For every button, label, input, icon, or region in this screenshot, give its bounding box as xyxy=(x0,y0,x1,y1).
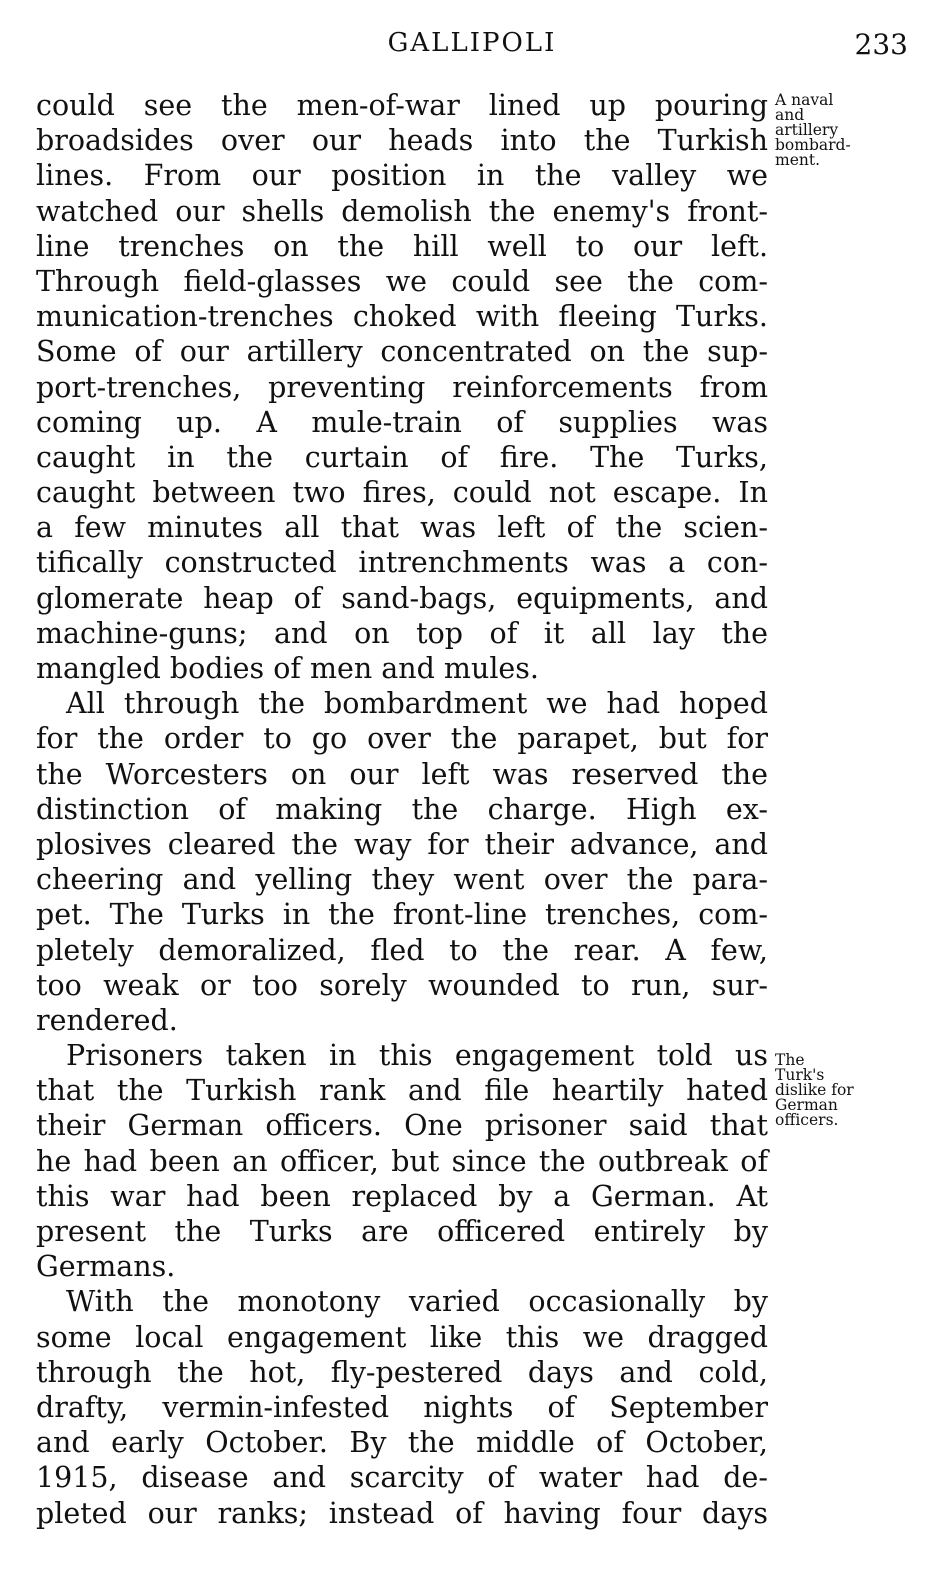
text-line: this war had been replaced by a German. At xyxy=(36,1179,768,1213)
text-line: plosives cleared the way for their advance, and xyxy=(36,827,768,861)
page-header xyxy=(36,28,908,68)
text-line: the Worcesters on our left was reserved the xyxy=(36,757,768,791)
text-line: watched our shells demolish the enemy's front- xyxy=(36,194,768,228)
text-line: broadsides over our heads into the Turkish xyxy=(36,124,768,158)
page-number: 233 xyxy=(854,28,908,61)
text-line: caught in the curtain of fire. The Turks, xyxy=(36,440,768,474)
paragraph-4 xyxy=(36,1284,768,1530)
text-line: With the monotony varied occasionally by xyxy=(66,1285,768,1319)
text-line: line trenches on the hill well to our left. xyxy=(36,229,768,263)
margin-note-turks-dislike xyxy=(775,1053,945,1128)
text-line: could see the men-of-war lined up pouring xyxy=(36,89,768,122)
text-line: and early October. By the middle of October, xyxy=(36,1426,768,1460)
text-line: coming up. A mule-train of supplies was xyxy=(36,405,768,439)
text-line: for the order to go over the parapet, but for xyxy=(36,722,768,756)
margin-note-line: Turk's xyxy=(775,1066,825,1084)
text-line: port-trenches, preventing reinforcements from xyxy=(36,370,768,404)
margin-note-line: ment. xyxy=(775,151,821,169)
text-line: too weak or too sorely wounded to run, sur- xyxy=(36,968,768,1002)
margin-note-line: The xyxy=(775,1051,805,1069)
text-line: some local engagement like this we dragged xyxy=(36,1320,768,1354)
paragraph-3 xyxy=(36,1038,768,1284)
text-line: through the hot, fly-pestered days and cold, xyxy=(36,1355,768,1389)
text-line: a few minutes all that was left of the scien- xyxy=(36,511,768,545)
text-line: 1915, disease and scarcity of water had de- xyxy=(36,1461,768,1495)
running-head: GALLIPOLI xyxy=(387,28,557,58)
body-text xyxy=(36,88,768,1531)
text-line: Germans. xyxy=(36,1250,176,1284)
text-line: pleted our ranks; instead of having four days xyxy=(36,1496,768,1530)
paragraph-2 xyxy=(36,686,768,1038)
text-line: munication-trenches choked with fleeing Turks. xyxy=(36,300,768,334)
text-line: Through field-glasses we could see the com- xyxy=(36,264,768,298)
text-line: rendered. xyxy=(36,1003,178,1037)
text-line: All through the bombardment we had hoped xyxy=(66,687,768,721)
margin-note-naval-bombardment xyxy=(775,93,945,168)
text-line: that the Turkish rank and file heartily hated xyxy=(36,1074,768,1108)
text-line: cheering and yelling they went over the para- xyxy=(36,863,768,897)
text-line: pet. The Turks in the front-line trenches, com- xyxy=(36,898,768,932)
text-line: mangled bodies of men and mules. xyxy=(36,652,539,685)
text-line: Some of our artillery concentrated on the sup- xyxy=(36,335,768,369)
text-line: pletely demoralized, fled to the rear. A few, xyxy=(36,933,768,967)
text-line: lines. From our position in the valley we xyxy=(36,159,768,193)
paragraph-1 xyxy=(36,88,768,686)
text-line: caught between two fires, could not escape. In xyxy=(36,476,768,510)
margin-note-line: German xyxy=(775,1096,838,1114)
text-line: glomerate heap of sand-bags, equipments, and xyxy=(36,581,768,615)
margin-note-line: dislike for xyxy=(775,1081,854,1099)
text-line: drafty, vermin-infested nights of September xyxy=(36,1390,768,1424)
text-line: he had been an officer, but since the outbreak of xyxy=(36,1144,768,1178)
text-line: machine-guns; and on top of it all lay the xyxy=(36,616,768,650)
text-line: their German officers. One prisoner said that xyxy=(36,1109,768,1143)
text-line: present the Turks are officered entirely by xyxy=(36,1215,768,1248)
margin-note-line: officers. xyxy=(775,1111,839,1129)
text-line: distinction of making the charge. High ex- xyxy=(36,792,768,826)
margin-note-line: artillery xyxy=(775,121,839,139)
text-line: tifically constructed intrenchments was a con- xyxy=(36,546,768,580)
margin-note-line: and xyxy=(775,106,805,124)
margin-note-line: bombard- xyxy=(775,136,851,154)
margin-note-line: A naval xyxy=(775,91,834,109)
text-line: Prisoners taken in this engagement told us xyxy=(66,1039,768,1073)
